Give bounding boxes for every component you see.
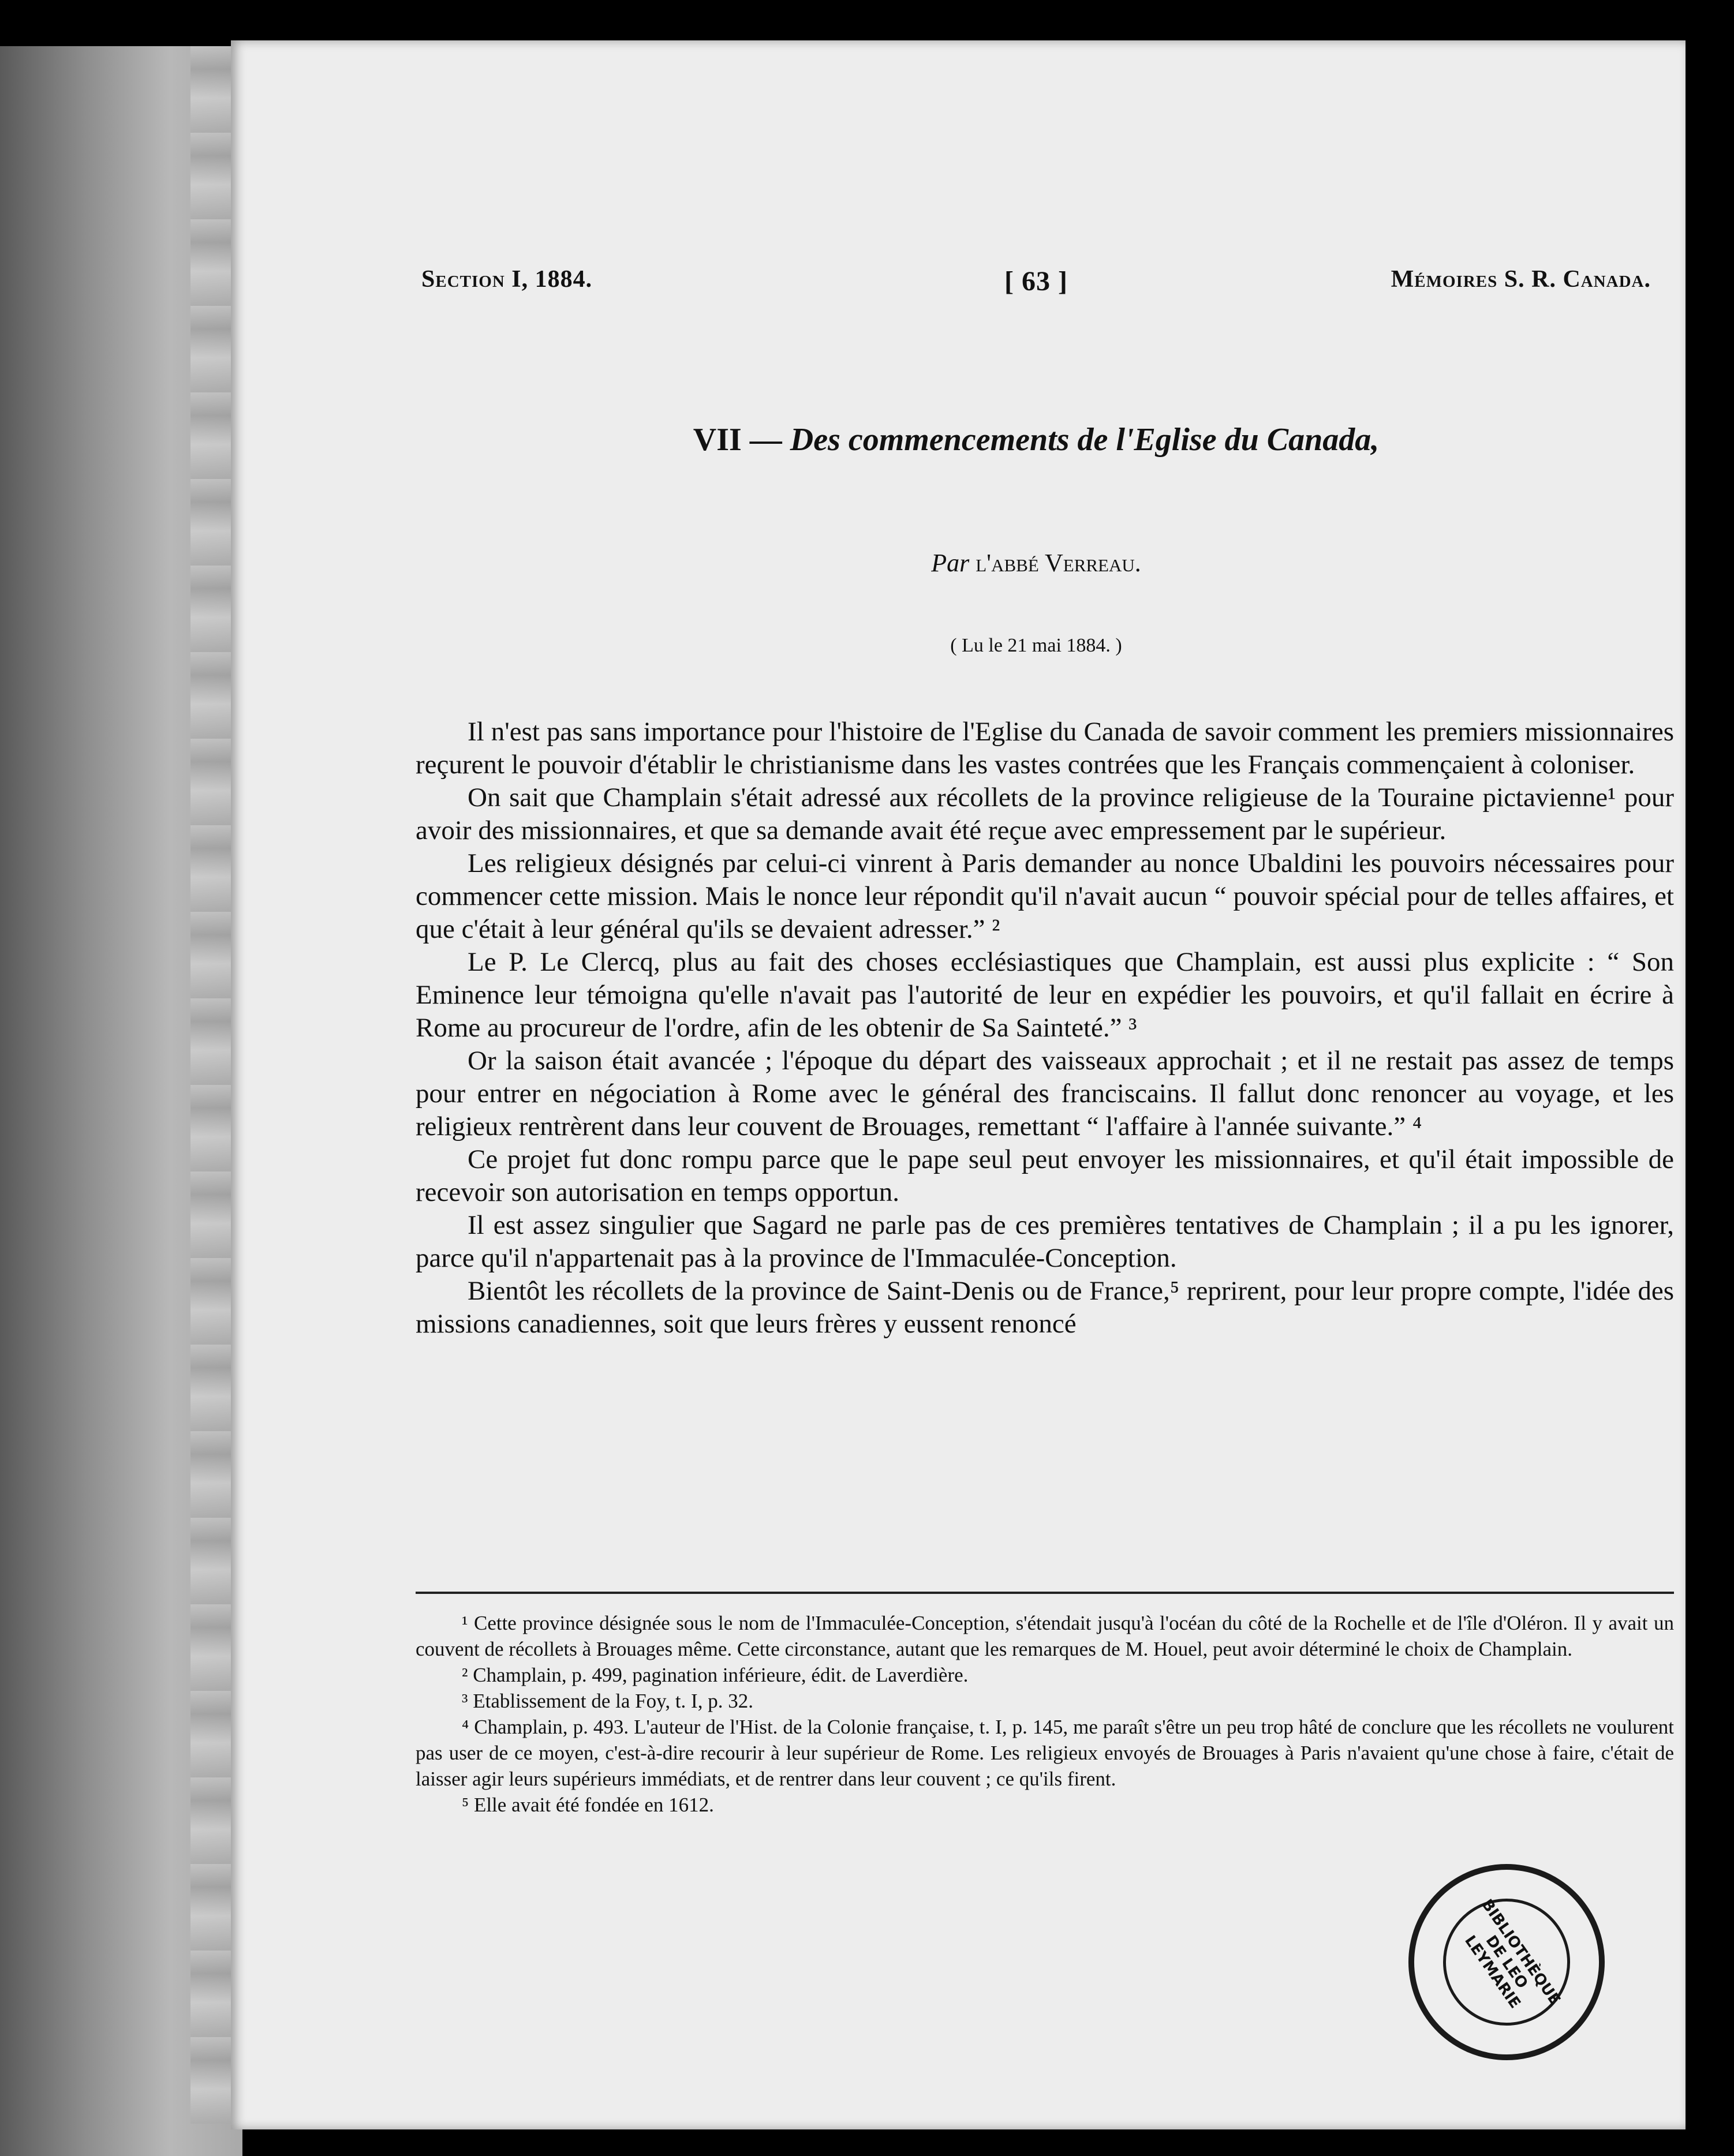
byline-author: l'abbé Verreau. (976, 549, 1141, 577)
footnote: ³ Etablissement de la Foy, t. I, p. 32. (462, 1690, 753, 1712)
footnote: ⁵ Elle avait été fondée en 1612. (462, 1794, 714, 1816)
paragraph: Or la saison était avancée ; l'époque du départ des vaisseaux approchait ; et il ne restait pas assez de temps pour entrer en négociation à Rome avec le général des franciscains. Il fallut donc renoncer au voyage, et les religieux rentrèrent dans leur couvent de Brouages, remettant “ l'affaire à l'année suivante.” ⁴ (416, 1046, 1674, 1141)
stamp-text: BIBLIOTHÈQUE DE LEO LEYMARIE (1418, 1874, 1595, 2050)
paragraph: Les religieux désignés par celui-ci vinrent à Paris demander au nonce Ubaldini les pouvoirs nécessaires pour commencer cette mission. Mais le nonce leur répondit qu'il n'avait aucun “ pouvoir spécial pour de telles affaires, et que c'était à leur général qu'ils se devaient adresser.” ² (416, 848, 1674, 944)
paragraph: On sait que Champlain s'était adressé aux récollets de la province religieuse de la Touraine pictavienne¹ pour avoir des missionnaires, et que sa demande avait été reçue avec empressement par le supérieur. (416, 783, 1674, 845)
running-header (421, 265, 1651, 317)
paragraph: Il est assez singulier que Sagard ne parle pas de ces premières tentatives de Champlain ; il a pu les ignorer, parce qu'il n'appartenait pas à la province de l'Immaculée-Conception. (416, 1210, 1674, 1273)
footnotes (416, 1610, 1674, 1818)
document-page (231, 40, 1686, 2129)
footnote: ¹ Cette province désignée sous le nom de l'Immaculée-Conception, s'étendait jusqu'à l'océan du côté de la Rochelle et de l'île d'Oléron. Il y avait un couvent de récollets à Brouages même. Cette circonstance, autant que les remarques de M. Houel, peut avoir déterminé le choix de Champlain. (416, 1612, 1674, 1660)
body-text (416, 716, 1674, 1341)
article-title (421, 421, 1651, 458)
paragraph: Bientôt les récollets de la province de Saint-Denis ou de France,⁵ reprirent, pour leur propre compte, l'idée des missions canadiennes, soit que leurs frères y eussent renoncé (416, 1276, 1674, 1339)
footnote: ⁴ Champlain, p. 493. L'auteur de l'Hist. de la Colonie française, t. I, p. 145, me paraît s'être un peu trop hâté de conclure que les récollets ne voulurent pas user de ce moyen, c'est-à-dire recourir à leur supérieur de Rome. Les religieux envoyés de Brouages à Paris n'avaient qu'une chose à faire, c'était de laisser agir leurs supérieurs immédiats, et de rentrer dans leur couvent ; ce qu'ils firent. (416, 1716, 1674, 1790)
header-section: Section I, 1884. (421, 266, 593, 293)
read-date: ( Lu le 21 mai 1884. ) (950, 635, 1122, 656)
footnote-divider (416, 1592, 1674, 1594)
paragraph: Ce projet fut donc rompu parce que le pape seul peut envoyer les missionnaires, et qu'il était impossible de recevoir son autorisation en temps opportun. (416, 1144, 1674, 1207)
footnote: ² Champlain, p. 499, pagination inférieure, édit. de Laverdière. (462, 1664, 969, 1686)
byline-par: Par (931, 549, 970, 577)
header-journal: Mémoires S. R. Canada. (1391, 266, 1651, 293)
paragraph: Le P. Le Clercq, plus au fait des choses ecclésiastiques que Champlain, est aussi plus explicite : “ Son Eminence leur témoigna qu'elle n'avait pas l'autorité de leur en expédier les pouvoirs, et qu'il fallait en écrire à Rome au procureur de l'ordre, afin de les obtenir de Sa Sainteté.” ³ (416, 947, 1674, 1043)
title-text: Des commencements de l'Eglise du Canada, (790, 422, 1380, 458)
library-stamp (1370, 1825, 1643, 2099)
byline (421, 548, 1651, 578)
title-numeral: VII — (693, 422, 782, 458)
page-number: [ 63 ] (1004, 266, 1068, 297)
paragraph: Il n'est pas sans importance pour l'histoire de l'Eglise du Canada de savoir comment les premiers missionnaires reçurent le pouvoir d'établir le christianisme dans les vastes contrées que les Français commençaient à coloniser. (416, 717, 1674, 780)
